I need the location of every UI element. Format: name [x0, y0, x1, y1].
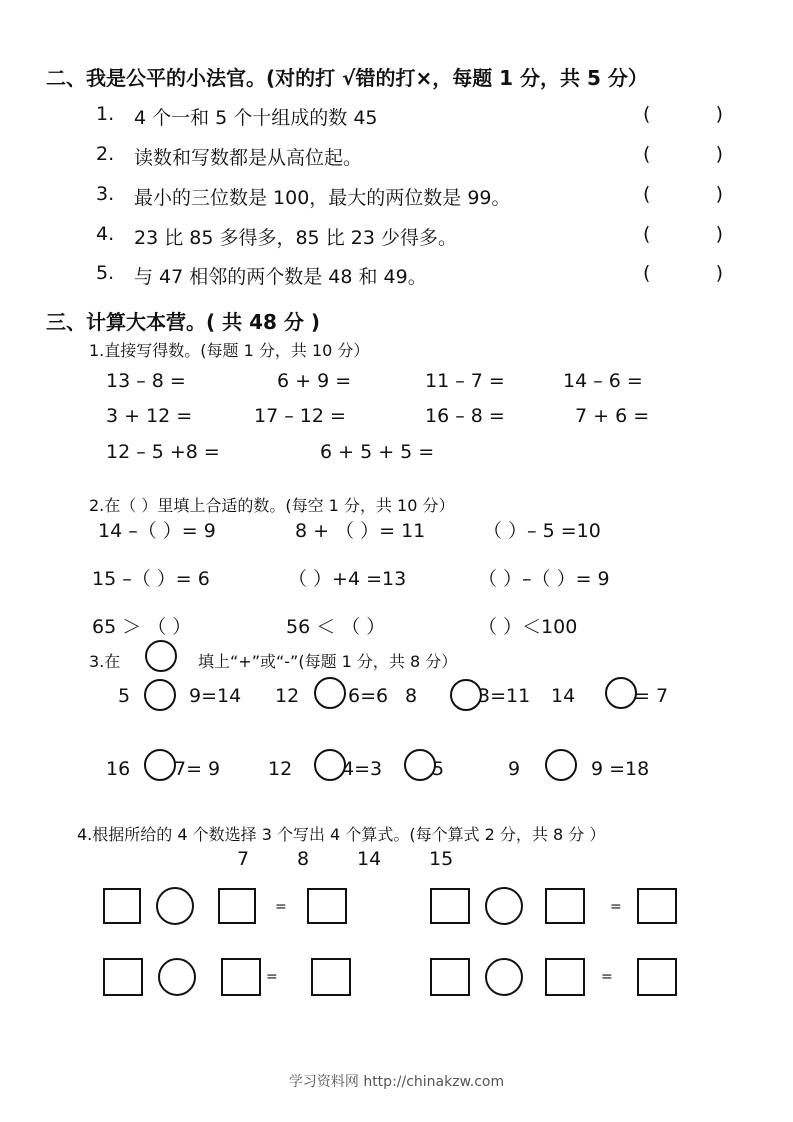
operand: 9: [508, 758, 521, 780]
fill-in-problem[interactable]: （ ）+4 =13: [288, 568, 407, 590]
fill-in-problem[interactable]: 14 –（ ）= 9: [98, 520, 216, 542]
item-number: 5.: [96, 262, 115, 284]
operand: 4=3: [342, 758, 383, 780]
answer-box[interactable]: [545, 958, 585, 996]
fill-in-problem[interactable]: （ ）＜100: [478, 616, 578, 638]
operand: 14: [551, 685, 576, 707]
footer-watermark: 学习资料网 http://chinakzw.com: [288, 1074, 505, 1090]
fill-in-problem[interactable]: （ ）–（ ）= 9: [478, 568, 610, 590]
operand: 12: [268, 758, 293, 780]
equals-sign: =: [275, 899, 287, 915]
equals-sign: =: [610, 899, 622, 915]
part-3-title-prefix: 3.在: [89, 652, 121, 671]
operator-circle[interactable]: [545, 749, 577, 781]
item-number: 4.: [96, 223, 115, 245]
answer-box[interactable]: [221, 958, 261, 996]
operand: 3=11: [478, 685, 531, 707]
part-2-title: 2.在（ ）里填上合适的数。(每空 1 分，共 10 分）: [89, 496, 455, 515]
given-number: 14: [357, 848, 382, 870]
true-false-statement: 23 比 85 多得多，85 比 23 少得多。: [134, 227, 457, 249]
part-4-title: 4.根据所给的 4 个数选择 3 个写出 4 个算式。(每个算式 2 分，共 8 分 ）: [77, 825, 606, 844]
arithmetic-problem: 16 – 8 =: [425, 405, 505, 427]
operand: 6=6: [348, 685, 389, 707]
section-2-title: 二、我是公平的小法官。(对的打 √错的打×，每题 1 分，共 5 分）: [46, 66, 648, 90]
given-number: 7: [237, 848, 250, 870]
arithmetic-problem: 7 + 6 =: [575, 405, 650, 427]
answer-box[interactable]: [430, 958, 470, 996]
fill-in-problem[interactable]: 8 + （ ）= 11: [295, 520, 426, 542]
answer-box[interactable]: [430, 888, 470, 924]
answer-parentheses[interactable]: ( ): [643, 143, 723, 165]
operand: 7= 9: [174, 758, 221, 780]
true-false-statement: 与 47 相邻的两个数是 48 和 49。: [134, 266, 427, 288]
operator-circle[interactable]: [158, 958, 196, 996]
arithmetic-problem: 3 + 12 =: [106, 405, 193, 427]
answer-box[interactable]: [103, 958, 143, 996]
operand: 9=14: [189, 685, 242, 707]
answer-box[interactable]: [545, 888, 585, 924]
operand: 12: [275, 685, 300, 707]
answer-parentheses[interactable]: ( ): [643, 223, 723, 245]
arithmetic-problem: 12 – 5 +8 =: [106, 441, 220, 463]
arithmetic-problem: 17 – 12 =: [254, 405, 346, 427]
operator-circle[interactable]: [144, 679, 176, 711]
answer-box[interactable]: [218, 888, 256, 924]
operator-circle[interactable]: [485, 887, 523, 925]
given-number: 15: [429, 848, 454, 870]
answer-parentheses[interactable]: ( ): [643, 103, 723, 125]
true-false-statement: 4 个一和 5 个十组成的数 45: [134, 107, 378, 129]
operator-circle[interactable]: [314, 677, 346, 709]
item-number: 1.: [96, 103, 115, 125]
arithmetic-problem: 6 + 5 + 5 =: [320, 441, 435, 463]
operator-circle[interactable]: [144, 749, 176, 781]
operator-circle[interactable]: [485, 958, 523, 996]
operand: 16: [106, 758, 131, 780]
answer-box[interactable]: [311, 958, 351, 996]
operand: 5: [118, 685, 131, 707]
operand: 8: [405, 685, 418, 707]
arithmetic-problem: 11 – 7 =: [425, 370, 505, 392]
answer-box[interactable]: [307, 888, 347, 924]
fill-in-problem[interactable]: （ ）– 5 =10: [483, 520, 601, 542]
true-false-statement: 最小的三位数是 100，最大的两位数是 99。: [134, 187, 511, 209]
answer-box[interactable]: [103, 888, 141, 924]
arithmetic-problem: 14 – 6 =: [563, 370, 643, 392]
arithmetic-problem: 13 – 8 =: [106, 370, 186, 392]
answer-parentheses[interactable]: ( ): [643, 262, 723, 284]
operand: = 7: [634, 685, 669, 707]
fill-in-problem[interactable]: 56 ＜ （ ）: [286, 616, 386, 638]
circle-icon: [145, 640, 177, 672]
item-number: 3.: [96, 183, 115, 205]
section-3-title: 三、计算大本营。( 共 48 分 ): [46, 310, 320, 334]
item-number: 2.: [96, 143, 115, 165]
answer-parentheses[interactable]: ( ): [643, 183, 723, 205]
given-number: 8: [297, 848, 310, 870]
answer-box[interactable]: [637, 888, 677, 924]
operator-circle[interactable]: [605, 677, 637, 709]
fill-in-problem[interactable]: 15 –（ ）= 6: [92, 568, 210, 590]
equals-sign: =: [266, 969, 278, 985]
equals-sign: =: [601, 969, 613, 985]
operand: 9 =18: [591, 758, 650, 780]
part-1-title: 1.直接写得数。(每题 1 分，共 10 分）: [89, 341, 370, 360]
fill-in-problem[interactable]: 65 ＞ （ ）: [92, 616, 192, 638]
part-3-title: 填上“+”或“-”(每题 1 分，共 8 分）: [198, 652, 458, 671]
operand: 5: [432, 758, 445, 780]
true-false-statement: 读数和写数都是从高位起。: [134, 147, 363, 169]
operator-circle[interactable]: [156, 887, 194, 925]
answer-box[interactable]: [637, 958, 677, 996]
arithmetic-problem: 6 + 9 =: [277, 370, 352, 392]
